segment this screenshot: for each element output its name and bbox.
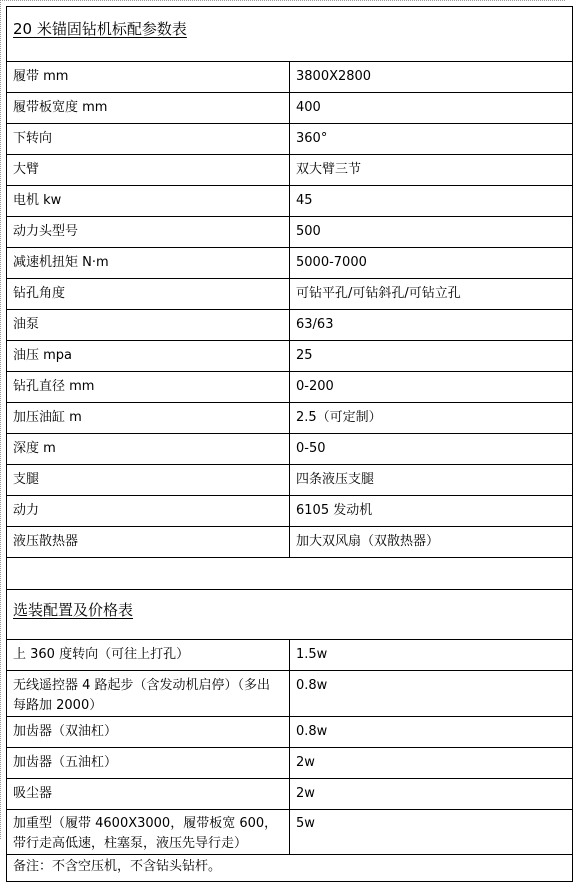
spec-row <box>7 310 573 341</box>
spec-value: 0-50 <box>290 434 573 465</box>
spec-row <box>7 62 573 93</box>
spec-name: 电机 kw <box>7 186 290 217</box>
note-cell: 备注：不含空压机，不含钻头钻杆。 <box>7 855 573 882</box>
spec-value: 3800X2800 <box>290 62 573 93</box>
option-name: 加齿器（双油杠） <box>7 717 290 748</box>
spec-name: 钻孔角度 <box>7 279 290 310</box>
spec-name: 减速机扭矩 N·m <box>7 248 290 279</box>
option-price: 2w <box>290 779 573 810</box>
spec-name: 加压油缸 m <box>7 403 290 434</box>
spec-value: 45 <box>290 186 573 217</box>
option-row <box>7 717 573 748</box>
spec-value: 0-200 <box>290 372 573 403</box>
option-name: 上 360 度转向（可往上打孔） <box>7 640 290 671</box>
spec-name: 履带板宽度 mm <box>7 93 290 124</box>
page-margin-guide-left <box>0 0 1 839</box>
spec-row <box>7 155 573 186</box>
spec-value: 25 <box>290 341 573 372</box>
options-title-row <box>7 590 573 640</box>
spec-value: 5000-7000 <box>290 248 573 279</box>
spec-name: 液压散热器 <box>7 527 290 558</box>
spec-value: 2.5（可定制） <box>290 403 573 434</box>
option-price: 0.8w <box>290 671 573 717</box>
spec-value: 双大臂三节 <box>290 155 573 186</box>
spec-row <box>7 341 573 372</box>
option-row <box>7 671 573 717</box>
spec-row <box>7 124 573 155</box>
spec-value: 可钻平孔/可钻斜孔/可钻立孔 <box>290 279 573 310</box>
spec-name: 动力头型号 <box>7 217 290 248</box>
spec-value: 63/63 <box>290 310 573 341</box>
spec-row <box>7 279 573 310</box>
spec-value: 6105 发动机 <box>290 496 573 527</box>
page-margin-guide-top <box>0 0 565 1</box>
option-price: 5w <box>290 810 573 855</box>
option-name: 无线遥控器 4 路起步（含发动机启停）（多出每路加 2000） <box>7 671 290 717</box>
spec-name: 油压 mpa <box>7 341 290 372</box>
spec-row <box>7 248 573 279</box>
spec-row <box>7 93 573 124</box>
spec-name: 深度 m <box>7 434 290 465</box>
spec-row <box>7 465 573 496</box>
note-row <box>7 855 573 882</box>
title-cell <box>7 7 573 62</box>
blank-cell <box>7 558 573 590</box>
option-price: 1.5w <box>290 640 573 671</box>
option-price: 2w <box>290 748 573 779</box>
spec-row <box>7 496 573 527</box>
document-page <box>6 6 571 882</box>
spec-value: 加大双风扇（双散热器） <box>290 527 573 558</box>
spec-value: 四条液压支腿 <box>290 465 573 496</box>
spec-row <box>7 217 573 248</box>
option-price: 0.8w <box>290 717 573 748</box>
spec-row <box>7 372 573 403</box>
spec-row <box>7 434 573 465</box>
spec-name: 大臂 <box>7 155 290 186</box>
options-title: 选装配置及价格表 <box>13 601 134 619</box>
spec-value: 500 <box>290 217 573 248</box>
spec-table <box>6 6 573 882</box>
spec-value: 360° <box>290 124 573 155</box>
spec-name: 下转向 <box>7 124 290 155</box>
spec-name: 油泵 <box>7 310 290 341</box>
spec-value: 400 <box>290 93 573 124</box>
spec-row <box>7 186 573 217</box>
blank-row <box>7 558 573 590</box>
spec-row <box>7 527 573 558</box>
title-row <box>7 7 573 62</box>
option-row <box>7 748 573 779</box>
spec-name: 动力 <box>7 496 290 527</box>
option-name: 加重型（履带 4600X3000，履带板宽 600，带行走高低速，柱塞泵，液压先导行走） <box>7 810 290 855</box>
option-name: 吸尘器 <box>7 779 290 810</box>
spec-row <box>7 403 573 434</box>
option-name: 加齿器（五油杠） <box>7 748 290 779</box>
option-row <box>7 779 573 810</box>
option-row <box>7 640 573 671</box>
spec-name: 履带 mm <box>7 62 290 93</box>
options-title-cell <box>7 590 573 640</box>
option-row <box>7 810 573 855</box>
spec-name: 支腿 <box>7 465 290 496</box>
spec-name: 钻孔直径 mm <box>7 372 290 403</box>
table-title: 20 米锚固钻机标配参数表 <box>13 20 187 38</box>
